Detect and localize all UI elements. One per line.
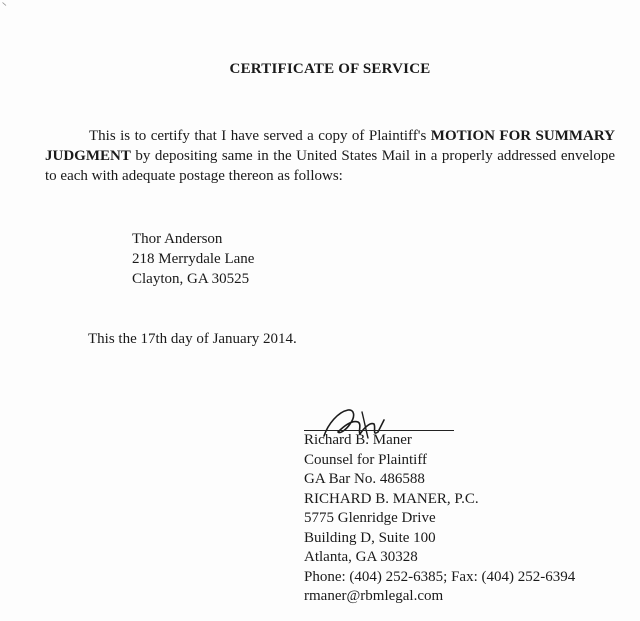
date-line: This the 17th day of January 2014. bbox=[88, 331, 297, 347]
bar-number: GA Bar No. 486588 bbox=[304, 471, 425, 487]
recipient-street: 218 Merrydale Lane bbox=[132, 251, 255, 267]
certification-paragraph bbox=[45, 126, 615, 186]
email-address: rmaner@rbmlegal.com bbox=[304, 588, 444, 604]
signer-role: Counsel for Plaintiff bbox=[304, 451, 428, 468]
signer-name: Richard B. Maner bbox=[304, 432, 412, 448]
recipient-name: Thor Anderson bbox=[132, 231, 223, 247]
firm-address-line1: 5775 Glenridge Drive bbox=[304, 510, 436, 526]
motion-title: MOTION FOR SUMMARY JUDGMENT bbox=[45, 128, 616, 164]
signature-block bbox=[304, 431, 575, 607]
body-text-start: This is to certify that I have served a copy of Plaintiff's bbox=[89, 128, 431, 144]
page-title: CERTIFICATE OF SERVICE bbox=[229, 61, 431, 77]
firm-city: Atlanta, GA 30328 bbox=[304, 549, 418, 565]
body-text-end: by depositing same in the United States Mail in a properly addressed envelope to each with adequate postage thereon as follows: bbox=[45, 148, 615, 184]
recipient-address bbox=[132, 229, 254, 289]
recipient-city: Clayton, GA 30525 bbox=[132, 271, 250, 287]
firm-name: RICHARD B. MANER, P.C. bbox=[304, 490, 479, 507]
firm-address-line2: Building D, Suite 100 bbox=[304, 529, 436, 546]
phone-fax: Phone: (404) 252-6385; Fax: (404) 252-6394 bbox=[304, 568, 576, 585]
scan-speck-mark bbox=[2, 2, 8, 8]
